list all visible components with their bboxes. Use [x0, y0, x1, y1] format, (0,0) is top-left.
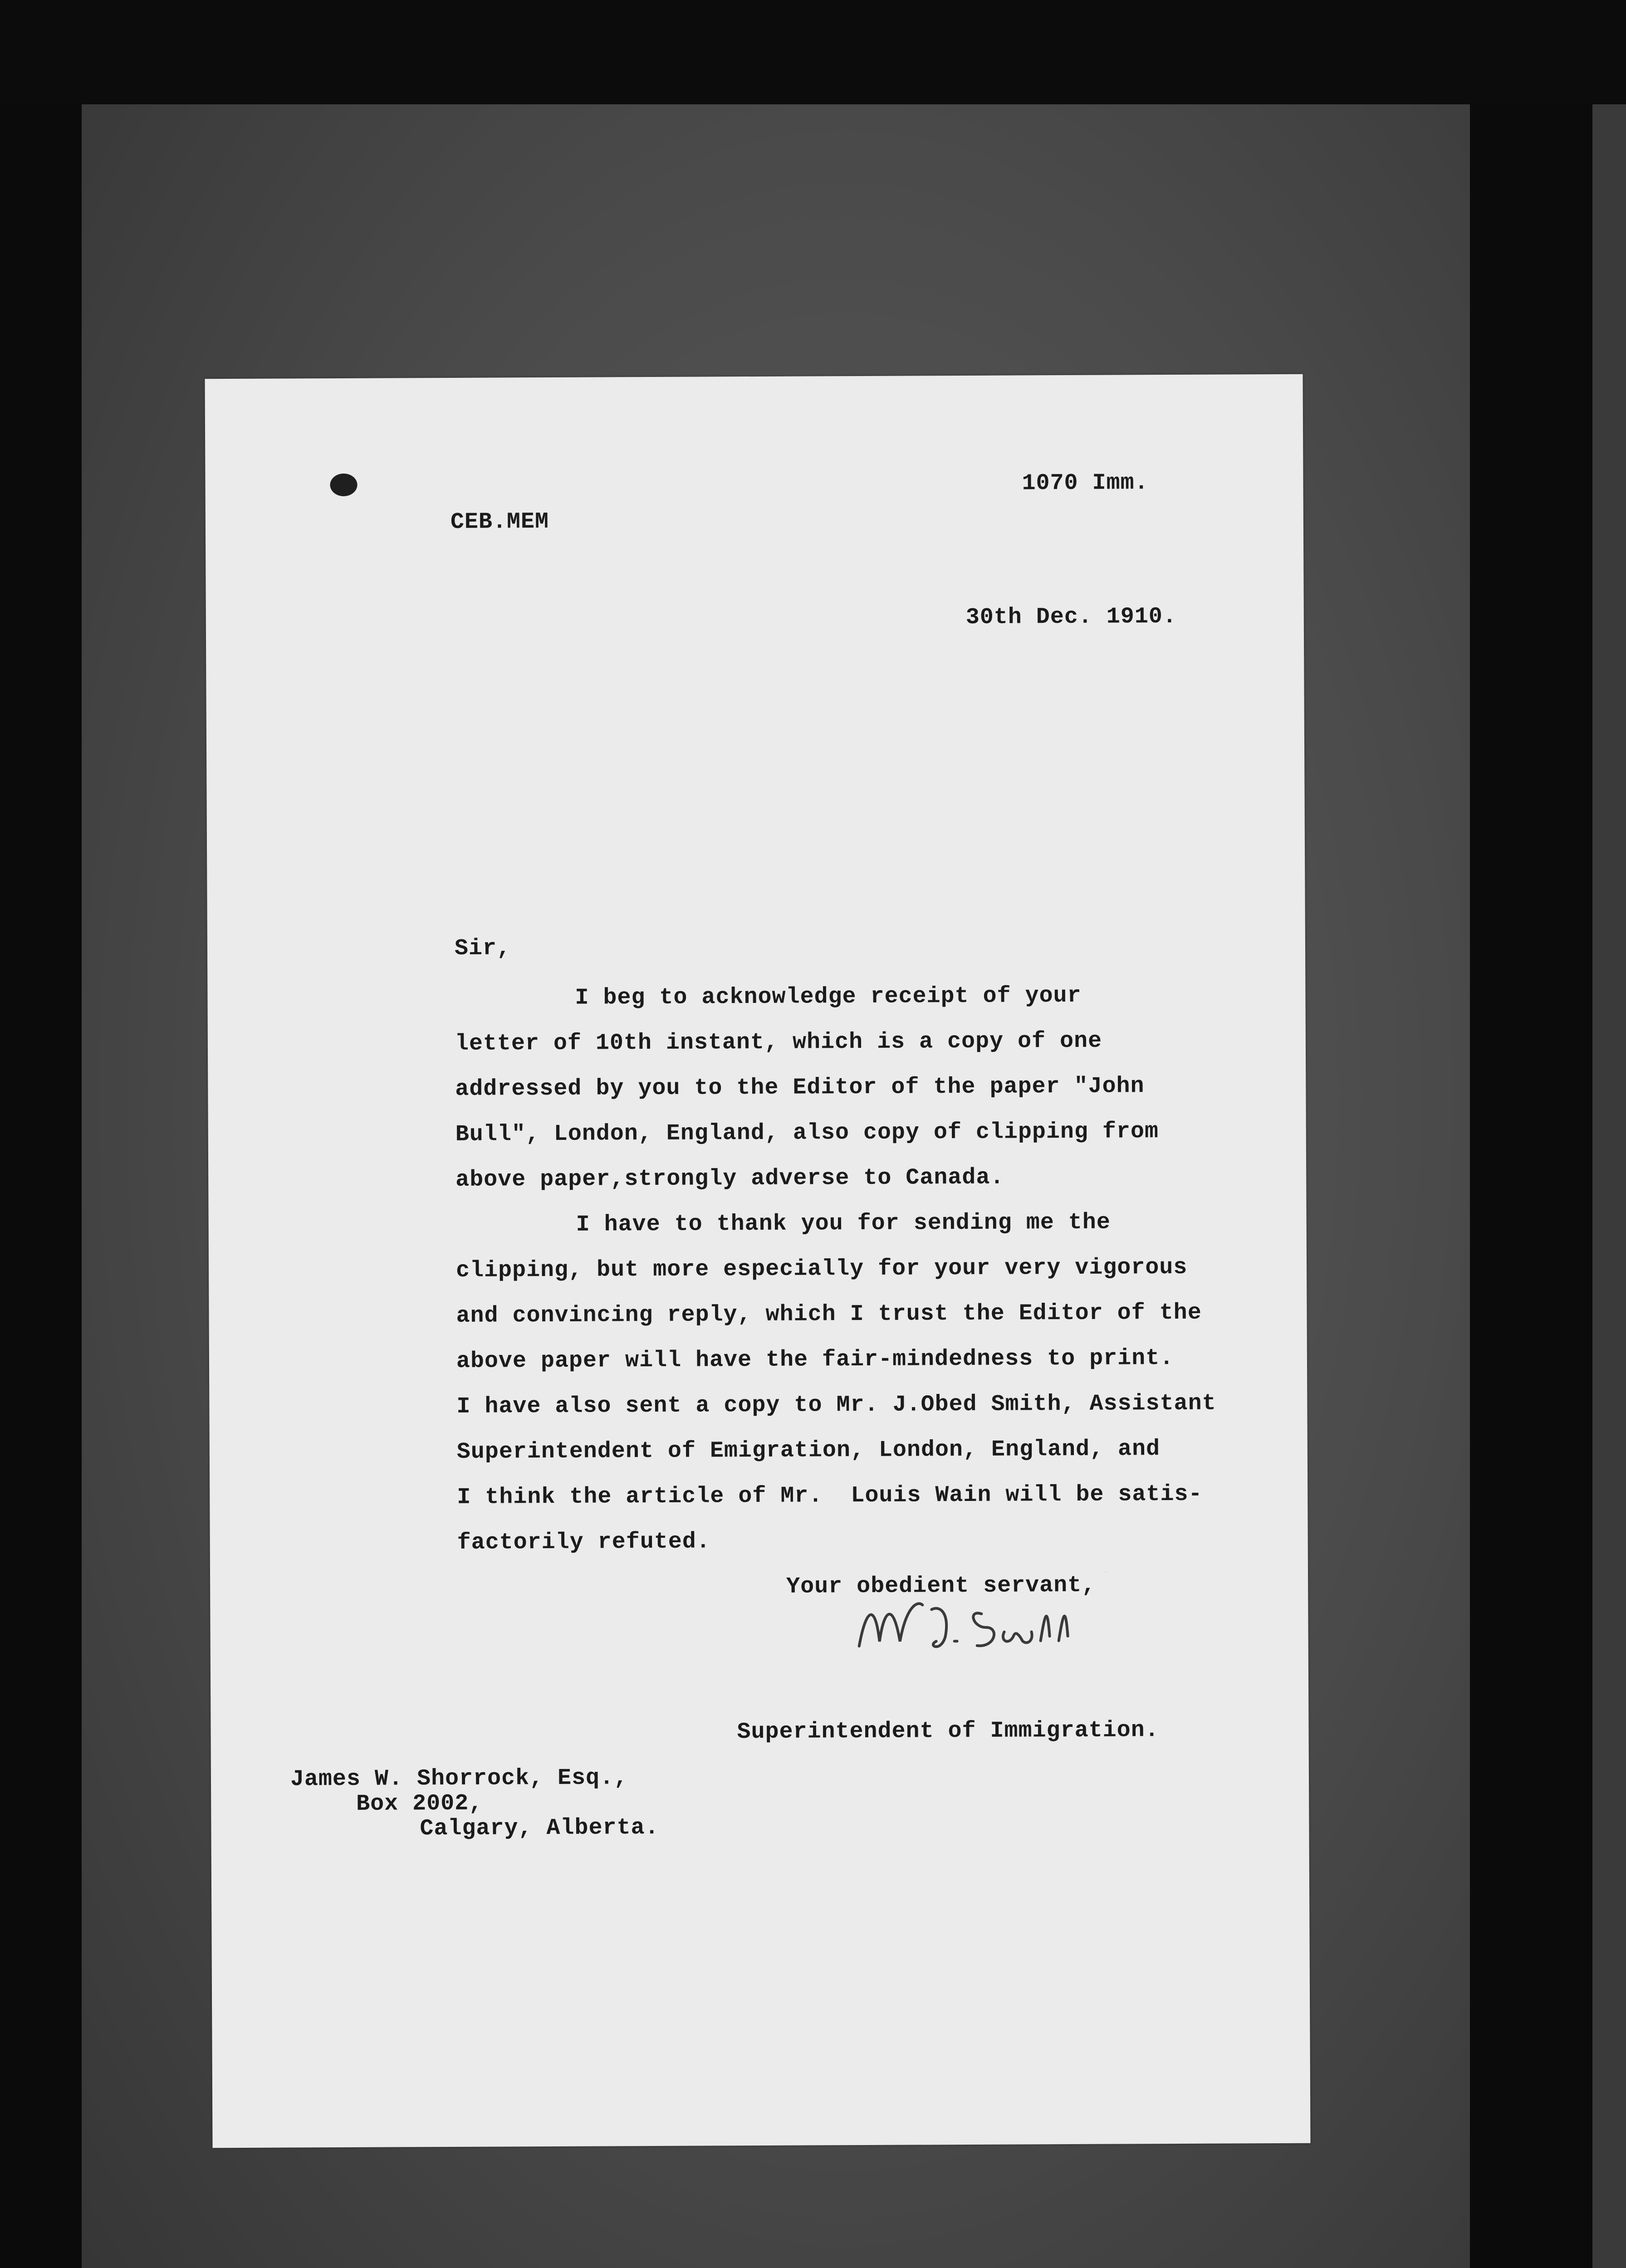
body-line: addressed by you to the Editor of the paper "John	[455, 1073, 1145, 1102]
body-line: I have to thank you for sending me the	[576, 1209, 1111, 1238]
addressee-city: Calgary, Alberta.	[420, 1814, 659, 1842]
closing: Your obedient servant,	[786, 1572, 1096, 1600]
signature-handwriting	[786, 1572, 1107, 1669]
punch-hole	[330, 474, 357, 496]
body-line: clipping, but more especially for your very vigorous	[455, 1254, 1188, 1284]
salutation: Sir,	[454, 935, 511, 962]
body-line: Superintendent of Emigration, London, England, and	[456, 1436, 1161, 1465]
addressee-box: Box 2002,	[356, 1790, 483, 1817]
body-line: Bull", London, England, also copy of clipping from	[455, 1119, 1159, 1148]
body-line: I have also sent a copy to Mr. J.Obed Smith, Assistant	[456, 1390, 1216, 1420]
signature-text: W. D. Scott	[1104, 1572, 1107, 1573]
body-line: above paper,strongly adverse to Canada.	[455, 1164, 1004, 1193]
addressee-name: James W. Shorrock, Esq.,	[290, 1765, 628, 1793]
signer-title: Superintendent of Immigration.	[737, 1717, 1159, 1745]
letter-sheet	[205, 374, 1311, 2148]
film-strip-top	[0, 0, 1626, 104]
typist-initials: CEB.MEM	[450, 508, 549, 535]
file-reference: 1070 Imm.	[1022, 470, 1149, 497]
body-line: factorily refuted.	[457, 1529, 710, 1556]
letter-date: 30th Dec. 1910.	[965, 603, 1177, 631]
body-line: letter of 10th instant, which is a copy of one	[455, 1028, 1102, 1057]
body-line: I think the article of Mr. Louis Wain will be satis-	[457, 1481, 1203, 1510]
body-line: I beg to acknowledge receipt of your	[575, 982, 1082, 1011]
body-line: above paper will have the fair-mindedness to print.	[456, 1345, 1174, 1374]
body-line: and convincing reply, which I trust the Editor of the	[456, 1300, 1202, 1329]
adjacent-frame-edge	[1592, 104, 1626, 2268]
